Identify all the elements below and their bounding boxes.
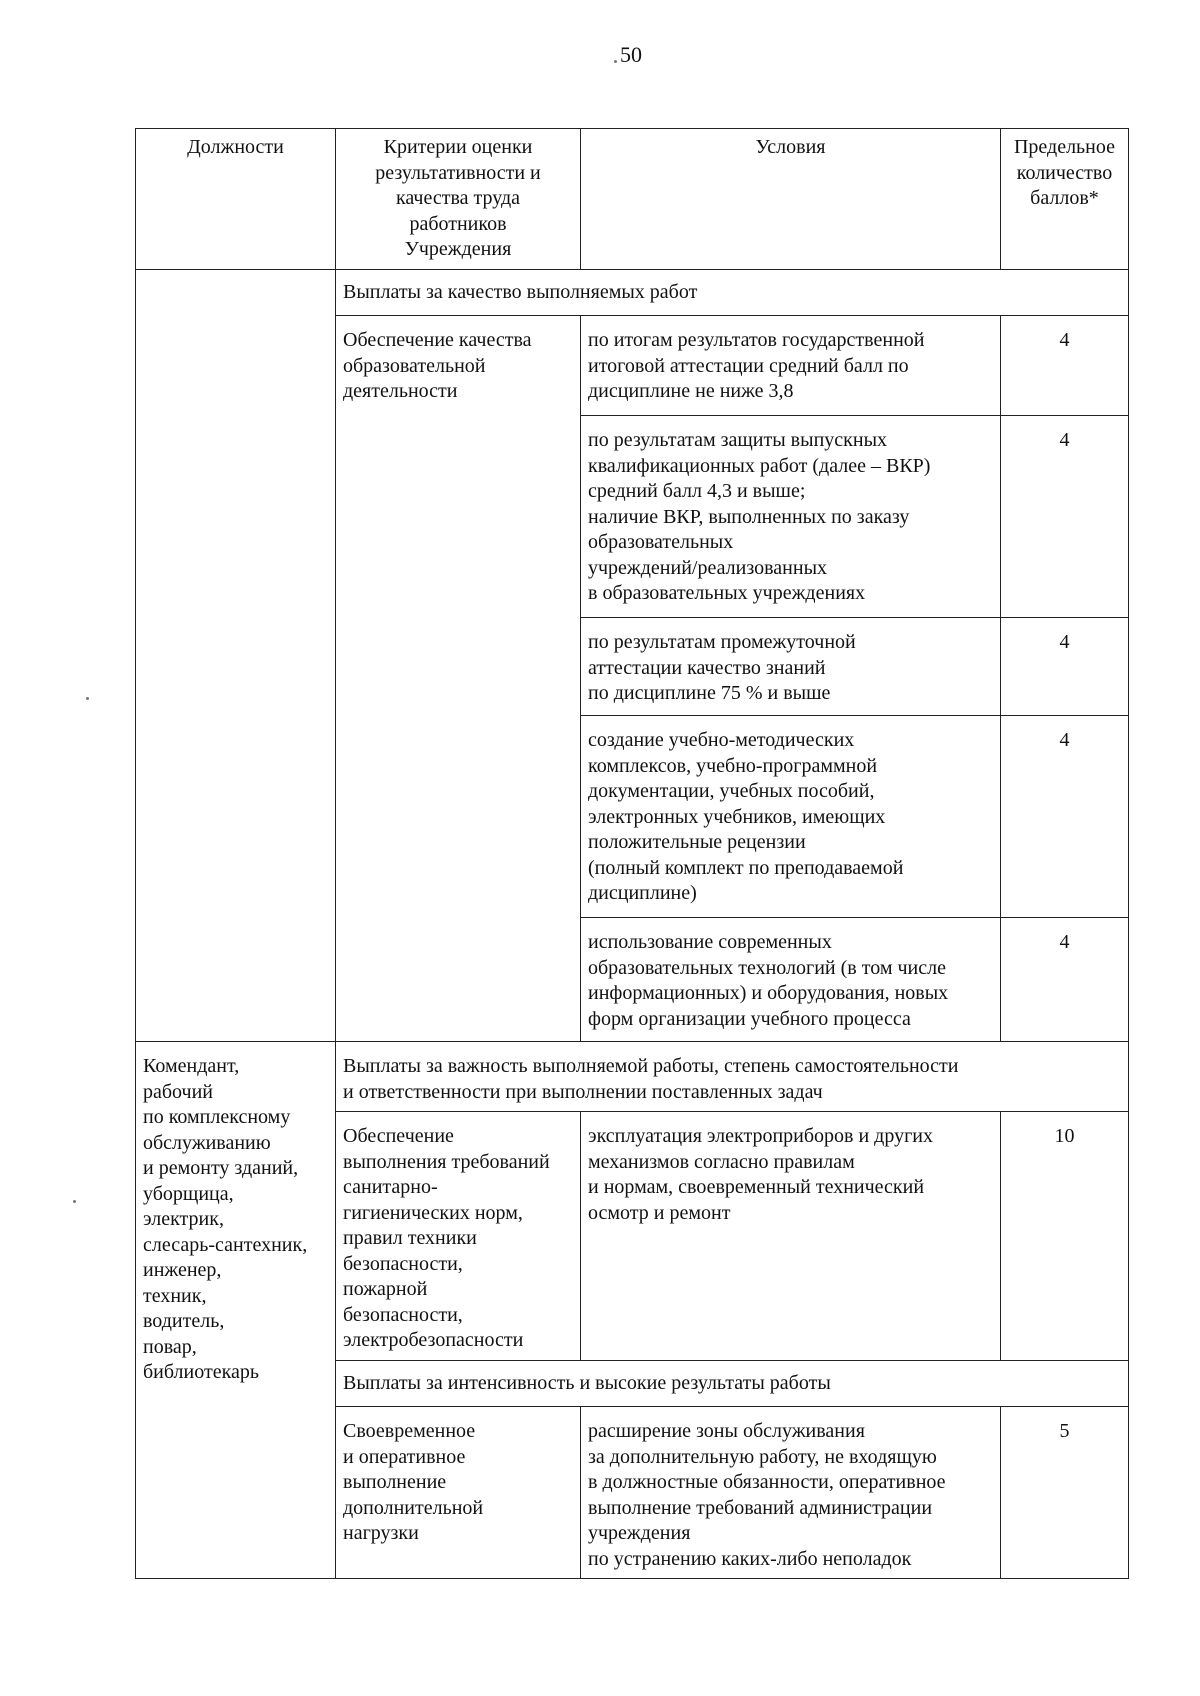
- points-cell: 10: [1001, 1112, 1129, 1361]
- section-title: Выплаты за качество выполняемых работ: [336, 269, 1129, 316]
- page-number: 50: [620, 42, 642, 67]
- header-criteria: Критерии оценки результативности и качества труда работников Учреждения: [336, 129, 581, 270]
- criterion-cell: Своевременное и оперативное выполнение дополнительной нагрузки: [336, 1407, 581, 1579]
- section-title: Выплаты за интенсивность и высокие результаты работы: [336, 1360, 1129, 1407]
- condition-cell: создание учебно-методических комплексов, учебно-программной документации, учебных пособий, электронных учебников, имеющих положительные рецензии (полный комплект по преподаваемой дисциплине): [581, 716, 1001, 918]
- table-row: [136, 269, 1129, 316]
- table-row: [136, 1042, 1129, 1112]
- points-cell: 4: [1001, 716, 1129, 918]
- positions-cell: Комендант, рабочий по комплексному обслуживанию и ремонту зданий, уборщица, электрик, слесарь-сантехник, инженер, техник, водитель, повар, библиотекарь: [136, 1042, 336, 1579]
- condition-cell: по итогам результатов государственной итоговой аттестации средний балл по дисциплине не ниже 3,8: [581, 316, 1001, 416]
- table-header-row: [136, 129, 1129, 270]
- criterion-cell: Обеспечение качества образовательной деятельности: [336, 316, 581, 1042]
- points-cell: 4: [1001, 316, 1129, 416]
- condition-cell: использование современных образовательных технологий (в том числе информационных) и оборудования, новых форм организации учебного процесса: [581, 918, 1001, 1042]
- scan-speck: [86, 697, 89, 700]
- position-cell-empty: [136, 269, 336, 1042]
- header-position: Должности: [136, 129, 336, 270]
- points-cell: 4: [1001, 416, 1129, 618]
- condition-cell: расширение зоны обслуживания за дополнительную работу, не входящую в должностные обязанности, оперативное выполнение требований администрации учреждения по устранению каких-либо неполадок: [581, 1407, 1001, 1579]
- header-conditions: Условия: [581, 129, 1001, 270]
- condition-cell: по результатам защиты выпускных квалификационных работ (далее – ВКР) средний балл 4,3 и выше; наличие ВКР, выполненных по заказу образовательных учреждений/реализованных в образовательных учреждениях: [581, 416, 1001, 618]
- condition-cell: эксплуатация электроприборов и других механизмов согласно правилам и нормам, своевременный технический осмотр и ремонт: [581, 1112, 1001, 1361]
- scan-speck: [614, 60, 617, 63]
- points-cell: 4: [1001, 618, 1129, 716]
- criteria-table: [135, 128, 1129, 1579]
- condition-cell: по результатам промежуточной аттестации качество знаний по дисциплине 75 % и выше: [581, 618, 1001, 716]
- criterion-cell: Обеспечение выполнения требований санитарно- гигиенических норм, правил техники безопасности, пожарной безопасности, электробезопасности: [336, 1112, 581, 1361]
- section-title: Выплаты за важность выполняемой работы, степень самостоятельности и ответственности при выполнении поставленных задач: [336, 1042, 1129, 1112]
- points-cell: 4: [1001, 918, 1129, 1042]
- points-cell: 5: [1001, 1407, 1129, 1579]
- scan-speck: [73, 1200, 76, 1203]
- header-points: Предельное количество баллов*: [1001, 129, 1129, 270]
